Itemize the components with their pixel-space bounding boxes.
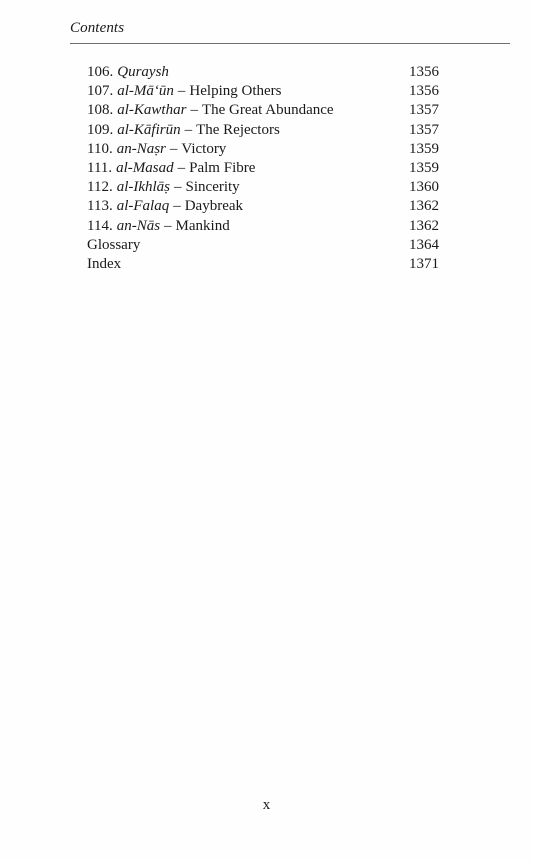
toc-entry (87, 197, 439, 216)
sura-subtitle: Daybreak (184, 198, 244, 215)
entry-dash: – (174, 179, 182, 196)
page-number: 1359 (409, 140, 439, 157)
page-number: 1356 (409, 83, 439, 100)
sura-name: al-Ikhlāṣ (116, 179, 171, 196)
entry-title: Index (87, 255, 122, 272)
entry-title (87, 178, 240, 197)
sura-subtitle: Palm Fibre (189, 159, 256, 176)
sura-number: 108. (87, 102, 114, 119)
toc-entry (87, 101, 439, 120)
page-number: 1357 (409, 102, 439, 119)
page-folio: x (262, 797, 271, 813)
page-number: 1362 (409, 217, 439, 234)
entry-dash: – (169, 140, 178, 157)
sura-subtitle: Victory (181, 140, 227, 157)
page-number: 1360 (409, 179, 439, 196)
entry-dash: – (184, 121, 193, 138)
entry-title (87, 197, 243, 216)
toc-entry-index (87, 255, 439, 274)
sura-subtitle: Helping Others (189, 83, 282, 100)
toc-entry (87, 63, 439, 82)
toc-entry (87, 140, 439, 159)
page-number: 1356 (409, 64, 439, 80)
sura-subtitle: The Rejectors (196, 121, 280, 138)
sura-number: 113. (87, 198, 113, 215)
sura-name: Quraysh (117, 64, 169, 80)
entry-title: Glossary (87, 236, 141, 253)
sura-subtitle: Mankind (175, 217, 230, 234)
sura-name: al-Kawthar (117, 102, 187, 119)
page-number: 1357 (409, 121, 439, 138)
sura-number: 109. (87, 121, 114, 138)
header-rule (70, 43, 510, 44)
entry-dash: – (177, 159, 186, 176)
sura-number: 111. (87, 159, 113, 176)
sura-number: 110. (87, 140, 113, 157)
entry-title (87, 159, 255, 178)
toc-entry (87, 178, 439, 197)
toc-entry (87, 82, 439, 101)
entry-title (87, 82, 281, 101)
entry-title (87, 217, 230, 236)
entry-title (87, 121, 280, 140)
table-of-contents (87, 63, 439, 274)
entry-title (87, 101, 334, 120)
entry-title (87, 140, 226, 159)
page-number: 1364 (409, 236, 439, 253)
sura-subtitle: The Great Abundance (201, 102, 334, 119)
sura-name: an-Nās (116, 217, 161, 234)
page-number: 1362 (409, 198, 439, 215)
running-head: Contents (70, 20, 125, 36)
sura-number: 107. (87, 83, 114, 100)
toc-entry (87, 121, 439, 140)
toc-entry-glossary (87, 236, 439, 255)
sura-subtitle: Sincerity (185, 179, 240, 196)
page-number: 1371 (409, 255, 439, 272)
toc-entry (87, 159, 439, 178)
toc-entry (87, 217, 439, 236)
sura-name: al-Mā‘ūn (117, 83, 174, 100)
entry-title (87, 63, 169, 82)
sura-name: al-Masad (116, 159, 174, 176)
entry-dash: – (164, 217, 172, 234)
entry-dash: – (190, 102, 198, 119)
sura-name: an-Naṣr (116, 140, 166, 157)
sura-number: 106. (87, 64, 114, 80)
page-number: 1359 (409, 159, 439, 176)
sura-name: al-Kāfirūn (117, 121, 181, 138)
sura-number: 112. (87, 179, 113, 196)
sura-number: 114. (87, 217, 113, 234)
sura-name: al-Falaq (116, 198, 170, 215)
entry-dash: – (173, 198, 181, 215)
entry-dash: – (177, 83, 186, 100)
